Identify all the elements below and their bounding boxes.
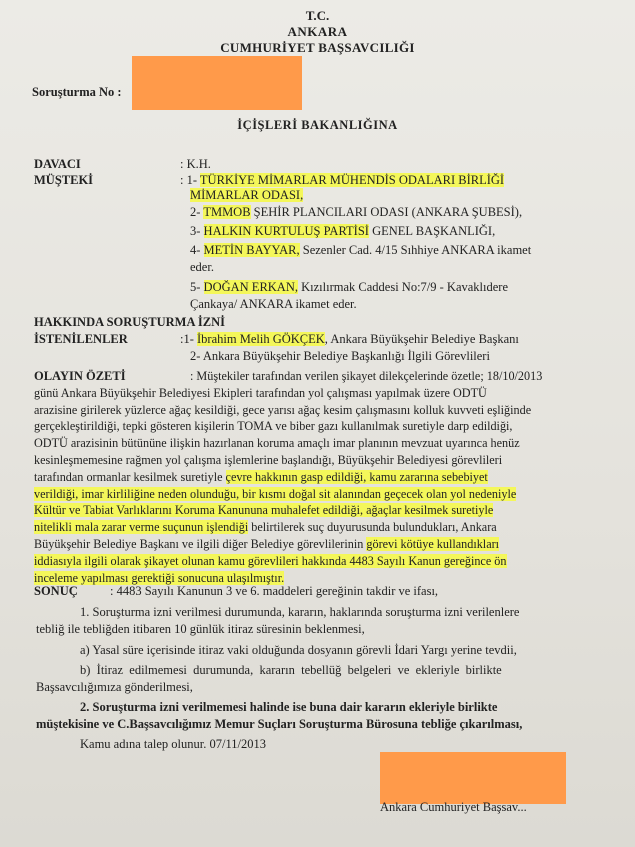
summary-line xyxy=(34,554,507,569)
highlighted-text: İbrahim Melih GÖKÇEK xyxy=(197,332,325,346)
highlighted-text: nitelikli mala zarar verme suçunun işlendiği xyxy=(34,520,249,535)
recipient-title: İÇİŞLERİ BAKANLIĞINA xyxy=(237,118,398,132)
summary-text: gerçekleştirildiği, tepki gösteren kişilerin TOMA ve biber gazı kullanılmak suretiyle darp edildiği, xyxy=(34,419,513,434)
summary-line xyxy=(190,369,542,384)
highlighted-text: TÜRKİYE MİMARLAR MÜHENDİS ODALARI BİRLİĞİ xyxy=(199,173,505,187)
musteki-item xyxy=(190,205,522,220)
item-text: Ankara Büyükşehir Belediye Başkanlığı İlgili Görevlileri xyxy=(202,349,490,363)
item-text: GENEL BAŞKANLIĞI, xyxy=(368,224,496,238)
musteki-item xyxy=(190,243,531,258)
summary-line xyxy=(34,537,499,552)
hakkinda-label: HAKKINDA SORUŞTURMA İZNİ xyxy=(34,315,226,329)
signature-line: Ankara Cumhuriyet Başsav... xyxy=(380,800,527,814)
musteki-label: MÜŞTEKİ xyxy=(34,173,94,187)
musteki-item xyxy=(190,188,303,203)
summary-text: belirtilerek suç duyurusunda bulundukları, Ankara xyxy=(248,520,497,535)
summary-text: günü Ankara Büyükşehir Belediyesi Ekipleri tarafından yol çalışması yapılmak üzere ODTÜ xyxy=(34,385,487,400)
highlighted-text: inceleme yapılması gerektiği sonucuna ulaşılmıştır. xyxy=(34,570,285,585)
summary-text: tarafından ormanlar kesilmek suretiyle xyxy=(34,469,226,484)
summary-line xyxy=(34,386,487,401)
redaction-box-case-number xyxy=(132,56,302,110)
summary-line xyxy=(34,436,520,451)
item-number: : 1- xyxy=(180,173,200,187)
summary-text: arazisine girilerek yüzlerce ağaç kesildiği, gece yarısı ağaç kesim çalışmasını kolluk kuvveti eşliğinde xyxy=(34,402,532,417)
musteki-item xyxy=(190,224,495,239)
olayin-ozeti-label: OLAYIN ÖZETİ xyxy=(34,369,126,383)
item-number: 2- xyxy=(190,349,203,363)
redaction-box-signature xyxy=(380,752,566,804)
musteki-item xyxy=(190,297,357,312)
highlighted-text: iddiasıyla ilgili olarak şikayet olunan kamu görevlileri hakkında 4483 Sayılı Kanun gereğince ön xyxy=(34,553,507,568)
sonuc-pb1: b) İtiraz edilmemesi durumunda, kararın tebellüğ belgeleri ve ekleriyle birlikte xyxy=(80,663,502,677)
sonuc-label: SONUÇ xyxy=(34,584,78,598)
istenilenler-label: İSTENİLENLER xyxy=(34,332,128,346)
davaci-label: DAVACI xyxy=(34,157,81,171)
sonuc-pa: a) Yasal süre içerisinde itiraz vaki olduğunda dosyanın görevli İdari Yargı yerine tevdii, xyxy=(80,643,517,657)
highlighted-text: verildiği, imar kirliliğine neden olunduğu, bir kısmı doğal sit alanından geçecek olan yol nedeniyle xyxy=(34,486,517,501)
item-text: Sezenler Cad. 4/15 Sıhhiye ANKARA ikamet xyxy=(299,243,532,257)
summary-line xyxy=(34,403,531,418)
item-number: 2- xyxy=(190,205,204,219)
sonuc-pb2: Başsavcılığımıza gönderilmesi, xyxy=(36,680,193,694)
highlighted-text: TMMOB xyxy=(203,205,251,219)
summary-text: Büyükşehir Belediye Başkanı ve ilgili diğer Belediye görevlilerinin xyxy=(34,537,367,551)
sorusturma-no-label: Soruşturma No : xyxy=(32,85,122,99)
sonuc-p2a: 2. Soruşturma izni verilmemesi halinde ise buna dair kararın ekleriyle birlikte xyxy=(80,700,498,714)
highlighted-text: görevi kötüye kullandıkları xyxy=(366,537,500,551)
summary-line xyxy=(34,453,502,468)
summary-text: kesinleşmemesine rağmen yol çalışma işlemlerine başlandığı, Büyükşehir Belediyesi görevlileri xyxy=(34,453,503,467)
istenilen-item xyxy=(180,332,519,347)
summary-line xyxy=(34,503,493,518)
item-text: Kızılırmak Caddesi No:7/9 - Kavaklıdere xyxy=(298,280,509,294)
musteki-item xyxy=(190,280,508,295)
sonuc-intro: : 4483 Sayılı Kanunun 3 ve 6. maddeleri gereğinin takdir ve ifası, xyxy=(110,584,439,598)
header-city: ANKARA xyxy=(287,24,348,39)
davaci-value: : K.H. xyxy=(180,157,211,171)
summary-text: : Müştekiler tarafından verilen şikayet dilekçelerinde özetle; 18/10/2013 xyxy=(190,369,543,383)
summary-text: ODTÜ arazisinin bütününe ilişkin hazırlanan koruma amaçlı imar planının mevzuat uyarınca henüz xyxy=(34,436,520,451)
sonuc-p2b: müştekisine ve C.Başsavcılığımız Memur Suçları Soruşturma Bürosuna tebliğe çıkarılması, xyxy=(36,717,523,731)
item-text: , Ankara Büyükşehir Belediye Başkanı xyxy=(324,332,519,346)
item-number: 4- xyxy=(190,243,204,257)
item-number: 3- xyxy=(190,224,204,238)
sonuc-p1b: tebliğ ile tebliğden itibaren 10 günlük itiraz süresinin beklenmesi, xyxy=(36,622,365,636)
item-text: ŞEHİR PLANCILARI ODASI (ANKARA ŞUBESİ), xyxy=(250,205,523,219)
summary-line xyxy=(34,520,497,535)
summary-line xyxy=(34,487,516,502)
header-office: CUMHURİYET BAŞSAVCILIĞI xyxy=(220,40,415,55)
item-number: 5- xyxy=(190,280,204,294)
summary-line xyxy=(34,419,512,434)
highlighted-text: çevre hakkının gasp edildiği, kamu zararına sebebiyet xyxy=(225,469,488,484)
highlighted-text: HALKIN KURTULUŞ PARTİSİ xyxy=(203,224,369,238)
header-tc: T.C. xyxy=(305,8,330,23)
closing-line: Kamu adına talep olunur. 07/11/2013 xyxy=(80,737,266,751)
item-text: Çankaya/ ANKARA ikamet eder. xyxy=(190,297,357,311)
highlighted-text: METİN BAYYAR, xyxy=(203,243,300,257)
sonuc-p1a: 1. Soruşturma izni verilmesi durumunda, kararın, haklarında soruşturma izni verilenlere xyxy=(80,605,520,619)
musteki-item xyxy=(190,260,214,275)
highlighted-text: DOĞAN ERKAN, xyxy=(203,280,298,294)
musteki-item xyxy=(180,173,504,188)
summary-line xyxy=(34,470,488,485)
highlighted-text: Kültür ve Tabiat Varlıklarını Koruma Kanununa muhalefet edildiği, ağaçlar kesilmek suretiyle xyxy=(34,503,494,518)
item-number: :1- xyxy=(180,332,198,346)
highlighted-text: MİMARLAR ODASI, xyxy=(190,188,304,202)
istenilen-item xyxy=(190,349,490,364)
item-text: eder. xyxy=(190,260,214,274)
